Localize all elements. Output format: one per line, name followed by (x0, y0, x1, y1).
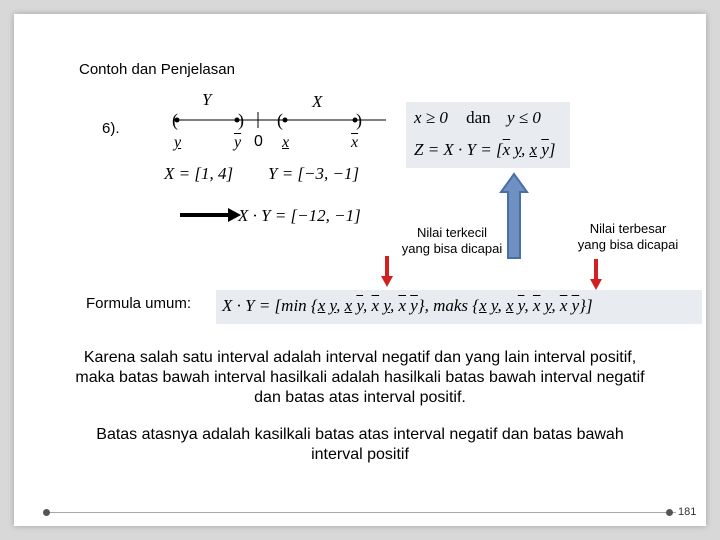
slide-title: Contoh dan Penjelasan (79, 61, 235, 78)
min-term-4-y: $\overline{y}$ (410, 296, 418, 315)
annotation-upper-line2: yang bisa dicapai (577, 237, 679, 252)
formula-label: Formula umum: (86, 295, 192, 312)
condition-box (406, 102, 570, 168)
z-x-lower: x (529, 140, 538, 159)
z-ybar: $\overline{y}$ (541, 140, 549, 159)
formula-middle: }, maks { (417, 296, 480, 315)
page-number: 181 (678, 506, 697, 518)
z-xbar: $\overline{x}$ (502, 140, 511, 159)
max-term-1-y: y (490, 296, 498, 315)
formula-suffix: }] (579, 296, 593, 315)
max-term-3-y: y (544, 296, 552, 315)
interval-diagram (154, 90, 394, 160)
formula-max-terms: x y, x $\overline{y}$, $\overline{x}$ y, $\overline{x}$ $\overline{y}$ (479, 296, 580, 315)
paren-close-x: ) (356, 110, 362, 130)
min-term-3-y: y (383, 296, 390, 315)
explanation-paragraph-2: Batas atasnya adalah kasilkali batas atas interval negatif dan batas bawah interval positif (96, 426, 624, 463)
product-result: X · Y = [−12, −1] (238, 206, 361, 225)
max-term-1-x: x (479, 296, 487, 315)
max-term-4-y: $\overline{y}$ (571, 296, 580, 315)
tick-y-upper: $\overline{y}$ (234, 134, 242, 151)
annotation-lower-bound (382, 225, 522, 257)
max-term-2-y: $\overline{y}$ (517, 296, 525, 315)
footer-rule (44, 512, 676, 513)
annotation-lower-line1: Nilai terkecil (416, 225, 488, 240)
condition-line-2 (414, 140, 555, 160)
min-term-1-x: x (317, 296, 326, 315)
min-term-2-x: x (344, 296, 353, 315)
min-term-2-y: $\overline{y}$ (356, 296, 364, 315)
max-term-3-x: $\overline{x}$ (532, 296, 541, 315)
tick-x-upper: $\overline{x}$ (351, 134, 359, 151)
general-formula (222, 296, 593, 316)
zero-label: 0 (254, 133, 263, 150)
condition-dan: dan (466, 108, 491, 127)
max-term-4-x: $\overline{x}$ (559, 296, 568, 315)
paren-close-y: ) (238, 110, 244, 130)
formula-min-terms: x y, x $\overline{y}$, $\overline{x}$ y, $\overline{x}$ $\overline{y}$ (317, 296, 418, 315)
endpoint-x-lower (283, 118, 288, 123)
footer-bullet-right (666, 509, 673, 516)
annotation-lower-line2: yang bisa dicapai (401, 241, 503, 256)
red-down-arrow-upper (589, 259, 603, 291)
label-X: X (312, 92, 323, 111)
z-comma: , (521, 140, 530, 159)
footer-bullet-left (43, 509, 50, 516)
z-suffix: ] (548, 140, 556, 159)
annotation-upper-line1: Nilai terbesar (589, 221, 667, 236)
paren-open-y: ( (172, 110, 178, 130)
tick-y-lower: y (174, 134, 182, 151)
label-Y: Y (202, 90, 212, 109)
formula-box (216, 290, 702, 324)
slide (14, 14, 706, 526)
max-term-2-x: x (506, 296, 514, 315)
condition-line-1 (414, 108, 541, 128)
tick-x-lower: x (282, 134, 290, 151)
formula-prefix: X · Y = [min { (222, 296, 318, 315)
z-prefix: Z = X · Y = [ (414, 140, 503, 159)
condition-y-nonpos: y ≤ 0 (506, 108, 541, 127)
paren-open-x: ( (277, 110, 283, 130)
condition-x-nonneg: x ≥ 0 (414, 108, 448, 127)
item-number: 6). (102, 120, 120, 137)
red-down-arrow-lower (380, 256, 394, 288)
interval-X: X = [1, 4] (164, 164, 234, 183)
min-term-4-x: $\overline{x}$ (398, 296, 406, 315)
interval-Y: Y = [−3, −1] (268, 164, 360, 183)
min-term-1-y: y (329, 296, 337, 315)
explanation-paragraph-1: Karena salah satu interval adalah interval negatif dan yang lain interval positif, maka batas bawah interval hasilkali adalah hasilkali batas bawah interval negatif dan batas atas interval positif. (75, 349, 645, 406)
result-arrow (178, 207, 242, 223)
annotation-upper-bound (558, 221, 698, 253)
min-term-3-x: $\overline{x}$ (371, 296, 380, 315)
z-y-lower: y (514, 140, 522, 159)
